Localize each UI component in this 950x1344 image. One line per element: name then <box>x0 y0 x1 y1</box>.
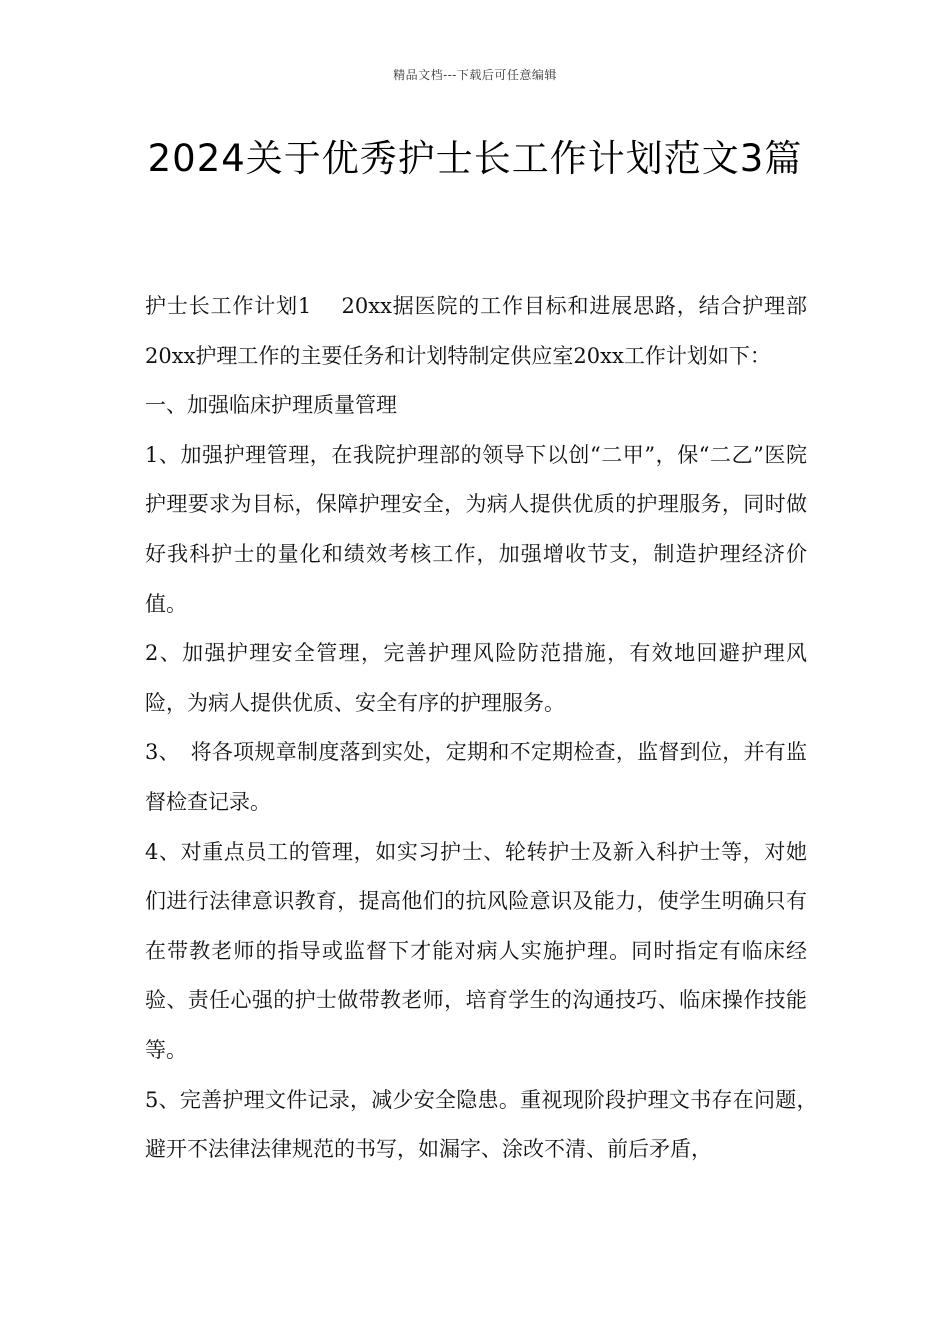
header-note: 精品文档---下载后可任意编辑 <box>393 68 557 82</box>
list-item-2: 2、加强护理安全管理，完善护理风险防范措施，有效地回避护理风险，为病人提供优质、安全有序的护理服务。 <box>145 641 807 715</box>
document-title: 2024关于优秀护士长工作计划范文3篇 <box>147 137 803 180</box>
document-body <box>145 282 828 1175</box>
list-item-3: 3、 将各项规章制度落到实处，定期和不定期检查，监督到位，并有监督检查记录。 <box>145 740 807 814</box>
list-item-1: 1、加强护理管理，在我院护理部的领导下以创“二甲”，保“二乙”医院护理要求为目标，保障护理安全，为病人提供优质的护理服务，同时做好我科护士的量化和绩效考核工作，加强增收节支，制造护理经济价值。 <box>145 442 807 616</box>
intro-paragraph: 护士长工作计划1 20xx据医院的工作目标和进展思路，结合护理部20xx护理工作的主要任务和计划特制定供应室20xx工作计划如下： <box>145 294 807 368</box>
section-heading: 一、加强临床护理质量管理 <box>145 393 397 418</box>
list-item-5: 5、完善护理文件记录，减少安全隐患。重视现阶段护理文书存在问题， 避开不法律法律规范的书写，如漏字、涂改不清、前后矛盾， <box>145 1087 828 1162</box>
list-item-4: 4、对重点员工的管理，如实习护士、轮转护士及新入科护士等，对她们进行法律意识教育，提高他们的抗风险意识及能力，使学生明确只有在带教老师的指导或监督下才能对病人实施护理。同时指定有临床经验、责任心强的护士做带教老师，培育学生的沟通技巧、临床操作技能等。 <box>145 839 807 1062</box>
